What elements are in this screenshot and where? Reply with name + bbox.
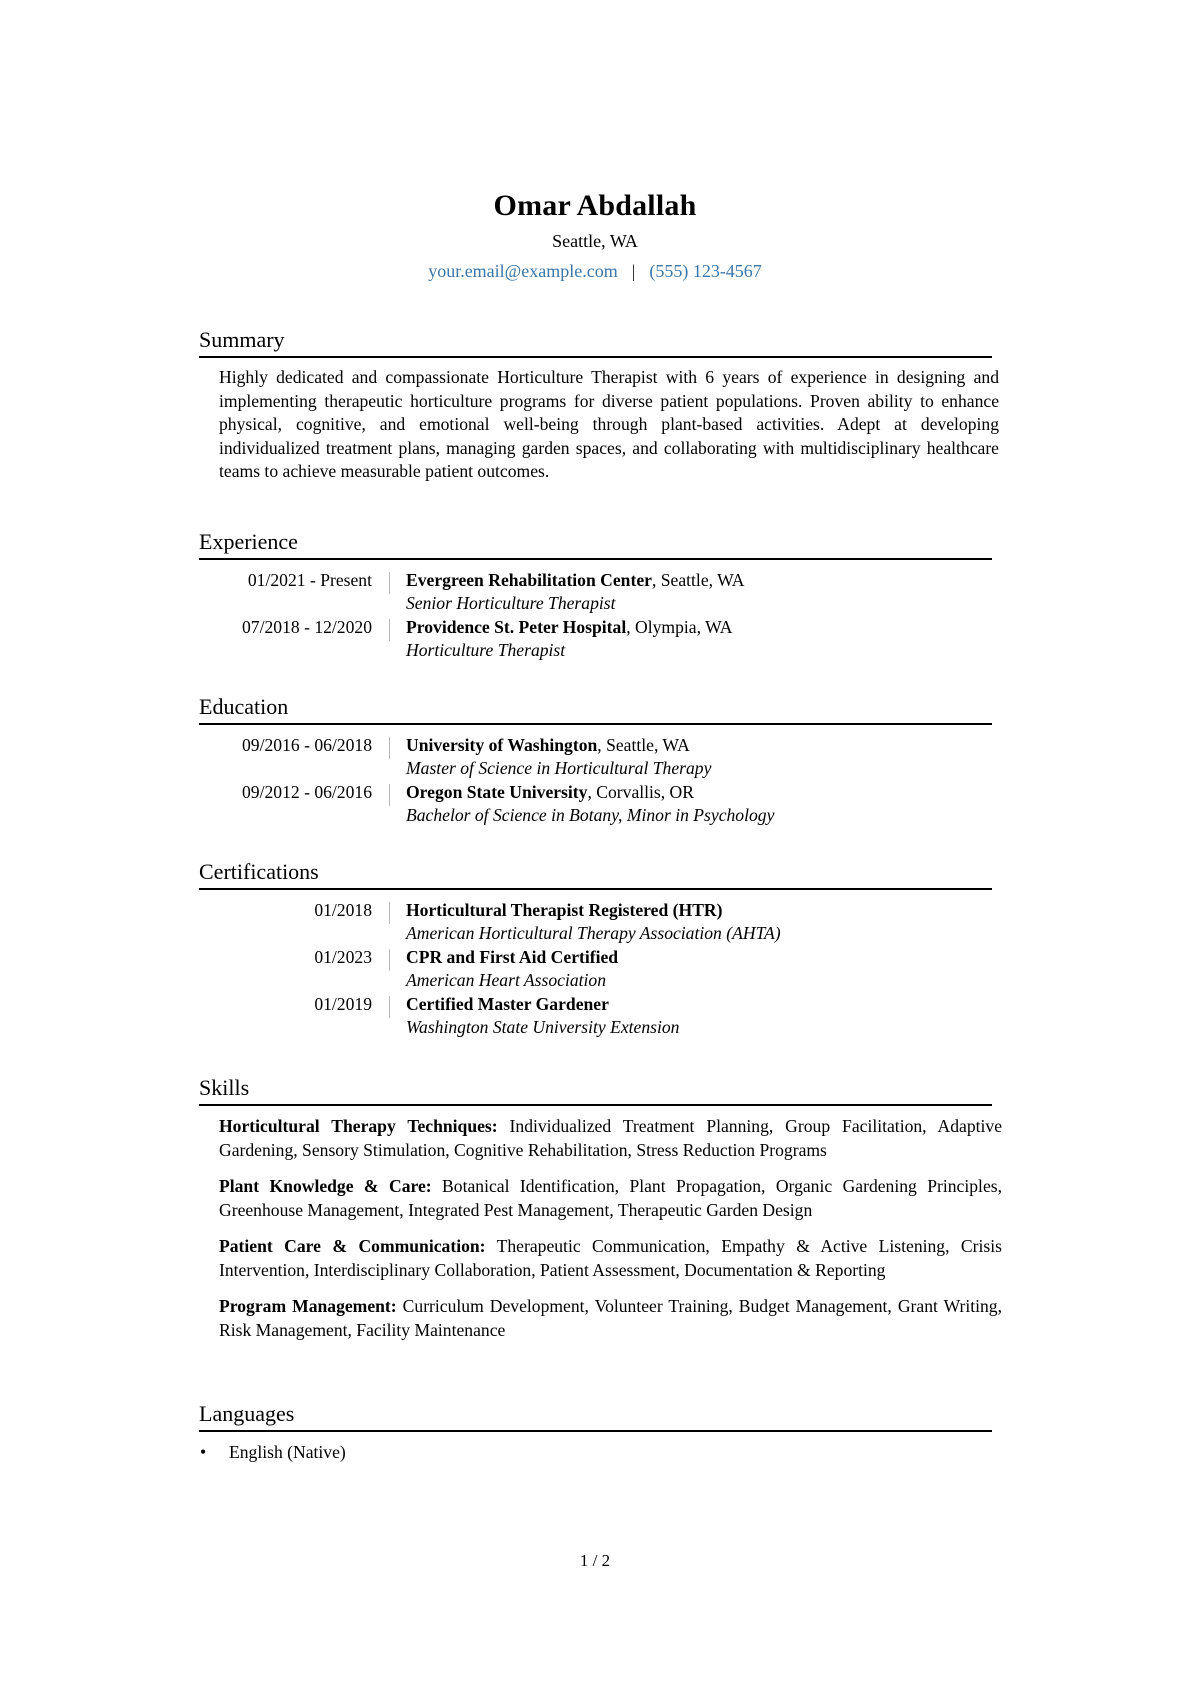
entry-organization: Providence St. Peter Hospital (406, 617, 627, 637)
skill-list: Botanical Identification, Plant Propagation, Organic Gardening Principles, Greenhouse Management, Integrated Pest Management, Therapeutic Garden Design (219, 1176, 1002, 1220)
section-title-skills: Skills (199, 1075, 992, 1106)
certification-name: CPR and First Aid Certified (406, 947, 619, 967)
experience-section (199, 529, 992, 662)
entry-date: 09/2012 - 06/2016 (242, 782, 372, 802)
entry-organization: Evergreen Rehabilitation Center (406, 570, 652, 590)
entry-role: Horticulture Therapist (406, 640, 566, 660)
entry-divider (389, 737, 390, 759)
certification-issuer: American Heart Association (406, 970, 607, 990)
section-title-education: Education (199, 694, 992, 725)
skill-category: Horticultural Therapy Techniques: (219, 1116, 498, 1136)
certification-issuer: Washington State University Extension (406, 1017, 680, 1037)
entry-divider (389, 902, 390, 924)
experience-entry (199, 569, 992, 615)
entry-divider (389, 949, 390, 971)
entry-role: Senior Horticulture Therapist (406, 593, 616, 613)
page-number: 1 / 2 (579, 1551, 611, 1570)
entry-place: , Corvallis, OR (587, 782, 694, 802)
entry-institution: Oregon State University (406, 782, 588, 802)
contact-line (0, 258, 1190, 284)
certifications-section (199, 859, 992, 1039)
bullet-icon: • (200, 1442, 207, 1462)
entry-divider (389, 619, 390, 641)
skill-list: Individualized Treatment Planning, Group Facilitation, Adaptive Gardening, Sensory Stimulation, Cognitive Rehabilitation, Stress Reduction Programs (219, 1116, 1003, 1160)
entry-place: , Olympia, WA (626, 617, 733, 637)
section-title-languages: Languages (199, 1401, 992, 1432)
phone-link[interactable]: (555) 123-4567 (649, 261, 762, 281)
certification-entry (199, 899, 992, 945)
entry-divider (389, 784, 390, 806)
entry-date: 01/2019 (314, 994, 372, 1014)
skill-group (219, 1175, 1002, 1222)
education-entry (199, 734, 992, 780)
entry-date: 09/2016 - 06/2018 (242, 735, 372, 755)
skills-section (199, 1075, 1003, 1355)
certification-name: Horticultural Therapist Registered (HTR) (406, 900, 723, 920)
section-title-summary: Summary (199, 327, 992, 358)
entry-degree: Bachelor of Science in Botany, Minor in Psychology (406, 805, 775, 825)
education-entry (199, 781, 992, 827)
skill-category: Plant Knowledge & Care: (219, 1176, 432, 1196)
education-section (199, 694, 992, 827)
entry-divider (389, 996, 390, 1018)
certification-entry (199, 946, 992, 992)
skill-list: Therapeutic Communication, Empathy & Active Listening, Crisis Intervention, Interdisciplinary Collaboration, Patient Assessment, Documentation & Reporting (219, 1236, 1002, 1280)
entry-date: 01/2021 - Present (247, 570, 372, 590)
summary-text: Highly dedicated and compassionate Horticulture Therapist with 6 years of experience in designing and implementing therapeutic horticulture programs for diverse patient populations. Proven ability to enhance physical, cognitive, and emotional well-being through plant-based activities. Adept at developing individualized treatment plans, managing garden spaces, and collaborating with multidisciplinary healthcare teams to achieve measurable patient outcomes. (219, 367, 999, 481)
skill-group (219, 1115, 1002, 1162)
summary-section (199, 327, 999, 484)
entry-date: 01/2018 (314, 900, 372, 920)
candidate-name: Omar Abdallah (493, 189, 697, 222)
languages-section (199, 1401, 992, 1464)
entry-institution: University of Washington (406, 735, 598, 755)
entry-date: 01/2023 (314, 947, 372, 967)
experience-entry (199, 616, 992, 662)
skill-group (219, 1235, 1002, 1282)
candidate-location: Seattle, WA (552, 231, 638, 251)
section-title-certifications: Certifications (199, 859, 992, 890)
resume-header (0, 188, 1190, 284)
language-item (199, 1441, 992, 1464)
entry-place: , Seattle, WA (651, 570, 745, 590)
certification-name: Certified Master Gardener (406, 994, 609, 1014)
skill-category: Program Management: (219, 1296, 397, 1316)
skill-list: Curriculum Development, Volunteer Training, Budget Management, Grant Writing, Risk Management, Facility Maintenance (219, 1296, 1002, 1340)
section-title-experience: Experience (199, 529, 992, 560)
skill-category: Patient Care & Communication: (219, 1236, 486, 1256)
entry-date: 07/2018 - 12/2020 (242, 617, 372, 637)
entry-place: , Seattle, WA (597, 735, 690, 755)
contact-separator: | (631, 261, 636, 281)
certification-entry (199, 993, 992, 1039)
email-link[interactable]: your.email@example.com (428, 261, 618, 281)
certification-issuer: American Horticultural Therapy Association (AHTA) (406, 923, 781, 943)
language-label: English (Native) (229, 1442, 346, 1462)
skill-group (219, 1295, 1002, 1342)
entry-degree: Master of Science in Horticultural Therapy (406, 758, 712, 778)
entry-divider (389, 572, 390, 594)
